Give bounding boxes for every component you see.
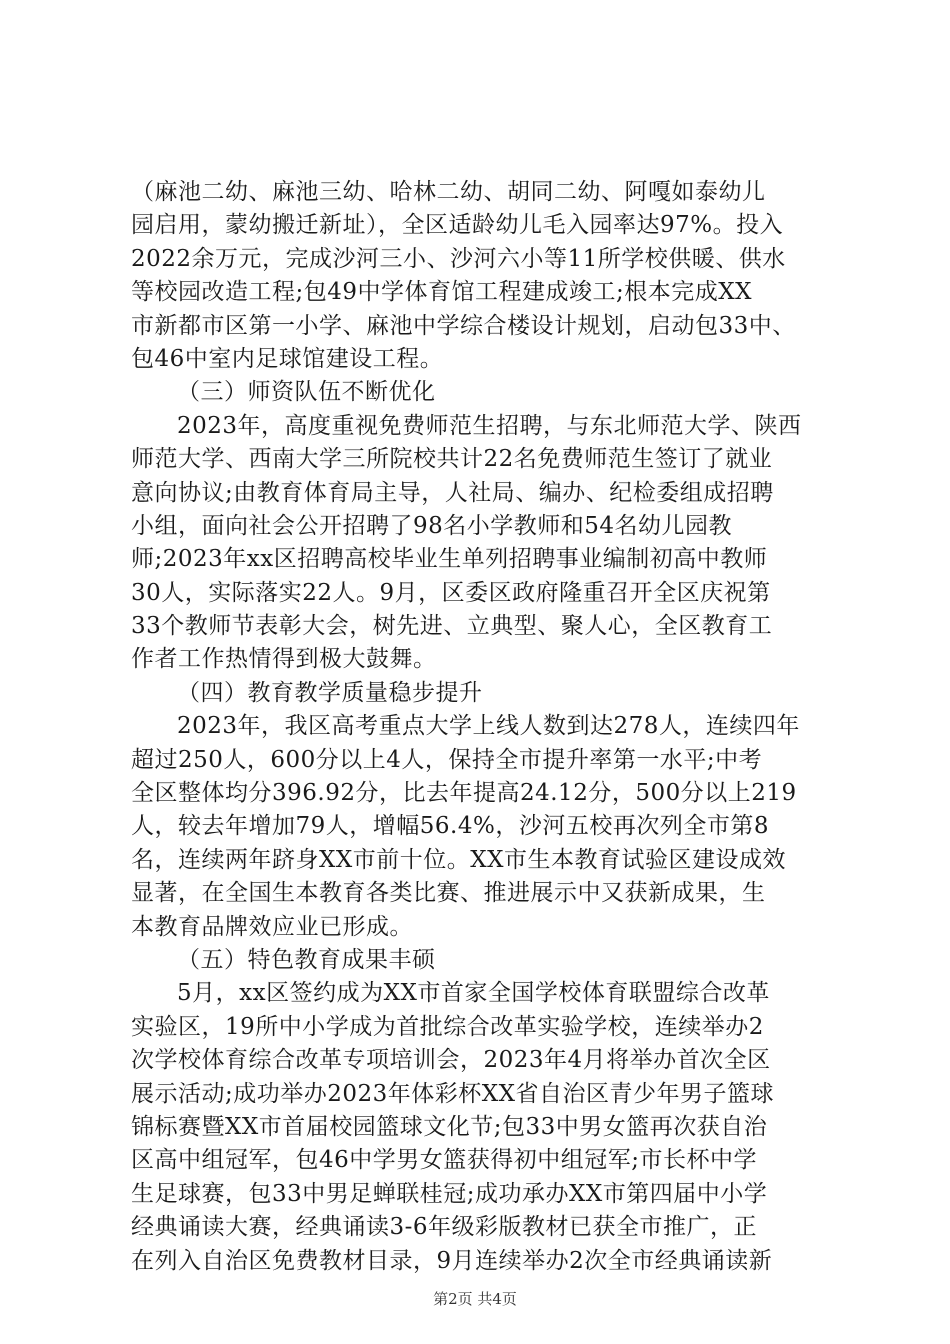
text-line: 意向协议;由教育体育局主导，人社局、编办、纪检委组成招聘	[131, 479, 774, 506]
text-line: 本教育品牌效应业已形成。	[131, 913, 413, 940]
text-line: 5月，xx区签约成为XX市首家全国学校体育联盟综合改革	[177, 980, 770, 1007]
text-line: 等校园改造工程;包49中学体育馆工程建成竣工;根本完成XX	[131, 279, 753, 306]
text-line: 在列入自治区免费教材目录，9月连续举办2次全市经典诵读新	[131, 1247, 773, 1274]
text-line: 2023年，我区高考重点大学上线人数到达278人，连续四年	[177, 713, 800, 740]
text-line: 市新都市区第一小学、麻池中学综合楼设计规划，启动包33中、	[131, 312, 796, 339]
text-line: 师范大学、西南大学三所院校共计22名免费师范生签订了就业	[131, 446, 773, 473]
text-line: 经典诵读大赛，经典诵读3-6年级彩版教材已获全市推广，正	[131, 1214, 758, 1241]
text-line: 锦标赛暨XX市首届校园篮球文化节;包33中男女篮再次获自治	[131, 1113, 768, 1140]
text-line: 全区整体均分396.92分，比去年提高24.12分，500分以上219	[131, 780, 797, 807]
text-line: 小组，面向社会公开招聘了98名小学教师和54名幼儿园教	[131, 512, 733, 539]
text-line: 30人，实际落实22人。9月，区委区政府隆重召开全区庆祝第	[131, 579, 771, 606]
text-line: 区高中组冠军，包46中学男女篮获得初中组冠军;市长杯中学	[131, 1147, 758, 1174]
text-line: 展示活动;成功举办2023年体彩杯XX省自治区青少年男子篮球	[131, 1080, 775, 1107]
section-heading: （三）师资队伍不断优化	[177, 379, 436, 406]
text-line: 超过250人，600分以上4人，保持全市提升率第一水平;中考	[131, 746, 763, 773]
page-footer: 第2页 共4页	[433, 1290, 517, 1308]
section-heading: （四）教育教学质量稳步提升	[177, 679, 483, 706]
text-line: 33个教师节表彰大会，树先进、立典型、聚人心，全区教育工	[131, 613, 773, 640]
text-line: 包46中室内足球馆建设工程。	[131, 345, 444, 372]
text-line: 人，较去年增加79人，增幅56.4%，沙河五校再次列全市第8	[131, 813, 769, 840]
section-heading: （五）特色教育成果丰硕	[177, 946, 436, 973]
text-line: 次学校体育综合改革专项培训会，2023年4月将举办首次全区	[131, 1047, 771, 1074]
text-line: （麻池二幼、麻池三幼、哈林二幼、胡同二幼、阿嘎如泰幼儿	[131, 179, 766, 205]
text-line: 园启用，蒙幼搬迁新址），全区适龄幼儿毛入园率达97%。投入	[131, 212, 784, 239]
text-line: 生足球赛，包33中男足蝉联桂冠;成功承办XX市第四届中小学	[131, 1180, 768, 1207]
text-line: 师;2023年xx区招聘高校毕业生单列招聘事业编制初高中教师	[131, 546, 768, 573]
text-line: 名，连续两年跻身XX市前十位。XX市生本教育试验区建设成效	[131, 846, 786, 873]
text-line: 显著，在全国生本教育各类比赛、推进展示中又获新成果，生	[131, 880, 766, 907]
text-line: 2023年，高度重视免费师范生招聘，与东北师范大学、陕西	[177, 412, 802, 439]
text-line: 2022余万元，完成沙河三小、沙河六小等11所学校供暖、供水	[131, 245, 786, 272]
text-line: 实验区，19所中小学成为首批综合改革实验学校，连续举办2	[131, 1013, 764, 1040]
document-body	[131, 176, 831, 1278]
text-line: 作者工作热情得到极大鼓舞。	[131, 646, 437, 673]
